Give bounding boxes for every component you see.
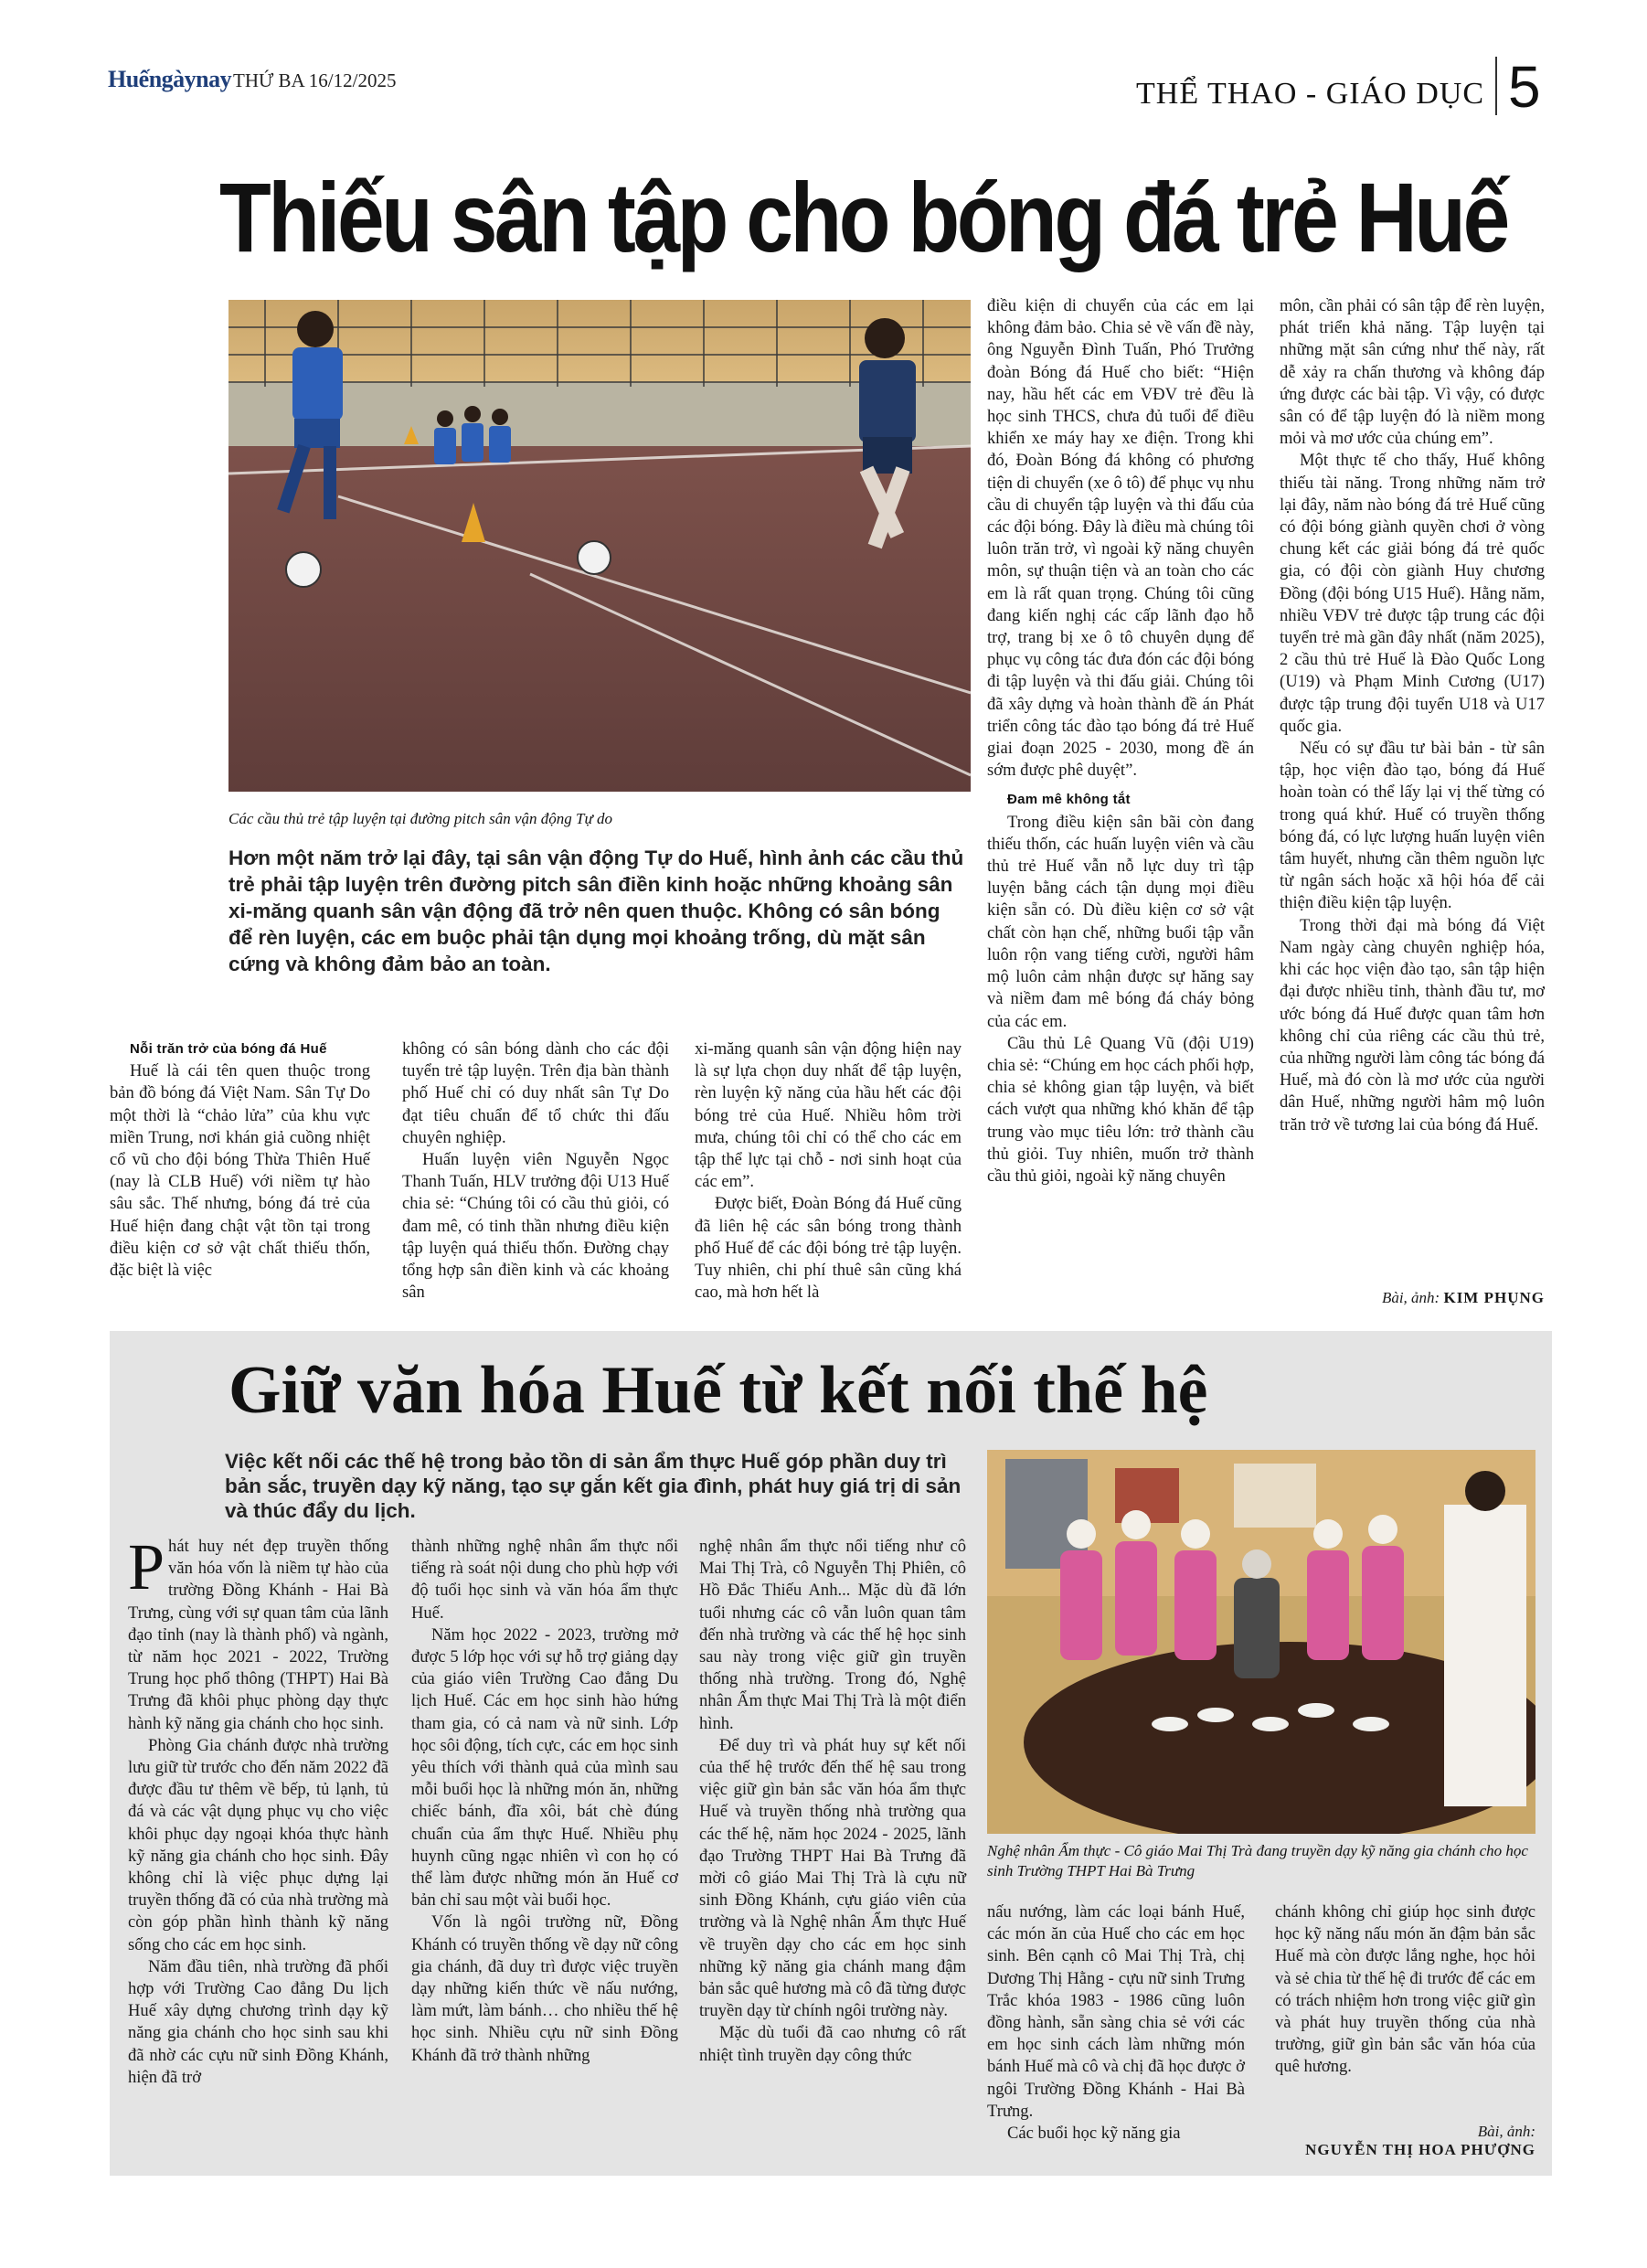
paragraph: Trong thời đại mà bóng đá Việt Nam ngày càng chuyên nghiệp hóa, khi các học viện đào tạo, sân tập hiện đại được nhiều tỉnh, thành đầu tư, mơ ước bóng đá Huế được quan tâm hơn không chỉ của riêng các cầu thủ trẻ, của những người làm công tác bóng đá Huế, mà đó còn là mơ ước của người dân Huế, những người hâm mộ luôn trăn trở về tương lai của bóng đá Huế. (1280, 915, 1545, 1134)
paragraph: Một thực tế cho thấy, Huế không thiếu tài năng. Trong những năm trở lại đây, năm nào bóng đá trẻ Huế cũng có đội bóng giành quyền chơi ở vòng chung kết các giải bóng đá trẻ quốc gia, có đội còn giành Huy chương Đồng (đội bóng U15 Huế). Hằng năm, nhiều VĐV trẻ được tập trung các đội tuyển trẻ mà gần đây nhất (năm 2025), 2 cầu thủ trẻ Huế là Đào Quốc Long (U19) và Phạm Minh Cương (U17) được tập trung đội tuyển U18 và U17 quốc gia. (1280, 451, 1545, 736)
article1-column-4 (987, 295, 1254, 1187)
article1-headline: Thiếu sân tập cho bóng đá trẻ Huế (219, 162, 1507, 272)
article2-headline: Giữ văn hóa Huế từ kết nối thế hệ (228, 1353, 1208, 1428)
paragraph: nghệ nhân ẩm thực nổi tiếng như cô Mai Thị Trà, cô Nguyễn Thị Phiên, cô Hồ Đắc Thiếu Anh... Mặc dù đã lớn tuổi nhưng các cô vẫn luôn quan tâm đến nhà trường và các thế hệ học sinh sau này trong việc giữ gìn truyền thống nhà trường. Trong đó, Nghệ nhân Ẩm thực Mai Thị Trà là một điển hình. (699, 1537, 966, 1733)
article2-photo-caption: Nghệ nhân Ẩm thực - Cô giáo Mai Thị Trà đang truyền dạy kỹ năng gia chánh cho học sinh Trường THPT Hai Bà Trưng (987, 1842, 1528, 1879)
paragraph: Nếu có sự đầu tư bài bản - từ sân tập, học viện đào tạo, bóng đá Huế hoàn toàn có thể lấy lại vị thế từng có trong quá khứ. Huế có truyền thống bóng đá, có lực lượng huấn luyện viên tâm huyết, nhưng cần thêm nguồn lực từ ngân sách hoặc xã hội hóa để cải thiện điều kiện tập luyện. (1280, 739, 1545, 913)
paragraph: Huế là cái tên quen thuộc trong bản đồ bóng đá Việt Nam. Sân Tự Do một thời là “chảo lửa” của khu vực miền Trung, nơi khán giả cuồng nhiệt cổ vũ cho đội bóng Thừa Thiên Huế (nay là CLB Huế) với niềm tự hào sâu sắc. Thế nhưng, bóng đá trẻ của Huế hiện đang chật vật tồn tại trong điều kiện cơ sở vật chất thiếu thốn, đặc biệt là việc (110, 1061, 370, 1281)
paragraph: thành những nghệ nhân ẩm thực nổi tiếng rà soát nội dung cho phù hợp với độ tuổi học sinh và văn hóa ẩm thực Huế. (411, 1537, 678, 1623)
article1-column-1 (110, 1038, 370, 1282)
article2-column-3 (699, 1536, 966, 2067)
article1-column-2 (402, 1038, 669, 1304)
paragraph: Huấn luyện viên Nguyễn Ngọc Thanh Tuấn, HLV trưởng đội U13 Huế chia sẻ: “Chúng tôi có cầu thủ giỏi, có đam mê, có tinh thần nhưng điều kiện tập luyện quá thiếu thốn. Đường chạy tổng hợp sân điền kinh và các khoảng sân (402, 1150, 669, 1303)
page-number: 5 (1508, 54, 1541, 120)
paragraph-text: hát huy nét đẹp truyền thống văn hóa vốn là niềm tự hào của trường Đồng Khánh - Hai Bà Trưng, cùng với sự quan tâm của lãnh đạo tỉnh (nay là thành phố) và ngành, từ năm học 2021 - 2022, Trường Trung học phổ thông (THPT) Hai Bà Trưng đã khôi phục phòng dạy thực hành kỹ năng gia chánh cho học sinh. (128, 1537, 388, 1733)
drop-cap: P (128, 1530, 165, 1603)
header-divider (1495, 57, 1497, 115)
byline-author: KIM PHỤNG (1443, 1289, 1545, 1306)
byline-label: Bài, ảnh: (1381, 1289, 1440, 1306)
paragraph (128, 1530, 388, 1735)
article1-column-3 (695, 1038, 962, 1304)
paragraph: Năm đầu tiên, nhà trường đã phối hợp với Trường Cao đẳng Du lịch Huế xây dựng chương trình dạy kỹ năng gia chánh cho học sinh sau khi đã nhờ các cựu nữ sinh Đồng Khánh, hiện đã trở (128, 1956, 388, 2087)
paragraph: Các buổi học kỹ năng gia (1007, 2124, 1181, 2144)
paragraph: Phòng Gia chánh được nhà trường lưu giữ từ trước cho đến năm 2022 đã được đầu tư thêm về bếp, tủ lạnh, tủ đá và các vật dụng phục vụ cho việc khôi phục dạy ngoại khóa thực hành kỹ năng gia chánh cho học sinh. Đây không chỉ là việc phục dựng lại truyền thống đã có của nhà trường mà còn góp phần hình thành kỹ năng sống cho các em học sinh. (128, 1735, 388, 1954)
byline-label: Bài, ảnh: (1477, 2123, 1535, 2140)
paragraph: Vốn là ngôi trường nữ, Đồng Khánh có truyền thống về dạy nữ công gia chánh, đã duy trì được việc truyền dạy những kiến thức về nấu nướng, làm mứt, làm bánh… cho nhiều thế hệ học sinh. Nhiều cựu nữ sinh Đồng Khánh đã trở thành những (411, 1912, 678, 2065)
article1-byline (1280, 1289, 1545, 1307)
paragraph: Được biết, Đoàn Bóng đá Huế cũng đã liên hệ các sân bóng trong thành phố Huế để các đội bóng trẻ tập luyện. Tuy nhiên, chi phí thuê sân cũng khá cao, mà hơn hết là (695, 1194, 962, 1303)
issue-date: THỨ BA 16/12/2025 (233, 69, 397, 91)
cooking-class-photo (987, 1450, 1535, 1834)
football-training-photo (228, 300, 971, 792)
paragraph: nấu nướng, làm các loại bánh Huế, các món ăn của Huế cho các em học sinh. Bên cạnh cô Mai Thị Trà, chị Dương Thị Hằng - cựu nữ sinh Trưng Trắc khóa 1983 - 1986 cũng luôn đồng hành, sẵn sàng chia sẻ với các em học sinh cách làm những món bánh Huế mà cô và chị đã học được ở ngôi Trường Đồng Khánh - Hai Bà Trưng. (987, 1902, 1245, 2121)
article1-column-5 (1280, 295, 1545, 1136)
article1-lead: Hơn một năm trở lại đây, tại sân vận động Tự do Huế, hình ảnh các cầu thủ trẻ phải tập luyện trên đường pitch sân điền kinh hoặc những khoảng sân xi-măng quanh sân vận động đã trở nên quen thuộc. Không có sân bóng để rèn luyện, các em buộc phải tận dụng mọi khoảng trống, dù mặt sân cứng và không đảm bảo an toàn. (228, 847, 964, 975)
paragraph: Cầu thủ Lê Quang Vũ (đội U19) chia sẻ: “Chúng em học cách phối hợp, chia sẻ không gian tập luyện, và biết cách vượt qua những khó khăn để tập trung vào mục tiêu lớn: trở thành cầu thủ giỏi. Tuy nhiên, muốn trở thành cầu thủ giỏi, ngoài kỹ năng chuyên (987, 1033, 1254, 1186)
paragraph: môn, cần phải có sân tập để rèn luyện, phát triển khả năng. Tập luyện tại những mặt sân cứng như thế này, rất dễ xảy ra chấn thương và không đáp ứng được các bài tập. Vì vậy, có được sân có để tập luyện đó là niềm mong mỏi và mơ ước của chúng em”. (1280, 296, 1545, 449)
paragraph: không có sân bóng dành cho các đội tuyển trẻ tập luyện. Trên địa bàn thành phố Huế chỉ có duy nhất sân Tự Do đạt tiêu chuẩn để tổ chức thi đấu chuyên nghiệp. (402, 1039, 669, 1147)
subhead-hue-football-concerns: Nỗi trăn trở của bóng đá Huế (130, 1041, 327, 1057)
byline-author: NGUYỄN THỊ HOA PHƯỢNG (1305, 2141, 1535, 2158)
article2-column-2 (411, 1536, 678, 2067)
article2-column-1 (128, 1530, 388, 2089)
paragraph: Năm học 2022 - 2023, trường mở được 5 lớp học với sự hỗ trợ giảng dạy của giáo viên Trường Cao đẳng Du lịch Huế. Các em học sinh hào hứng tham gia, có cả nam và nữ sinh. Lớp học sôi động, tích cực, các em học sinh yêu thích với thành quả của mình sau mỗi buổi học là những món ăn, những chiếc bánh, đĩa xôi, bát chè đúng chuẩn của ẩm thực Huế. Nhiều phụ huynh cũng ngạc nhiên vì con họ có thể làm được những món ăn Huế cơ bản chỉ sau một vài buổi học. (411, 1624, 678, 1911)
newspaper-logo: Huếngàynay (108, 66, 232, 92)
article2-byline (1275, 2123, 1535, 2159)
paragraph: điều kiện di chuyển của các em lại không đảm bảo. Chia sẻ về vấn đề này, ông Nguyễn Đình Tuấn, Phó Trưởng đoàn Bóng đá Huế cho biết: “Hiện nay, hầu hết các em VĐV trẻ đều là học sinh THCS, chưa đủ tuổi để điều khiển xe máy hay xe điện. Trong khi đó, Đoàn Bóng đá không có phương tiện di chuyển (xe ô tô) để phục vụ nhu cầu di chuyển tập luyện và thi đấu của các đội bóng. Đây là điều mà chúng tôi luôn trăn trở, vì ngoài kỹ năng chuyên môn, sự thuận tiện và an toàn cho các em là rất quan trọng. Chúng tôi cũng đang kiến nghị các cấp lãnh đạo hỗ trợ, trang bị xe ô tô chuyên dụng để phục vụ công tác đưa đón các đội bóng đi tập luyện và thi đấu giải. Chúng tôi đã xây dựng và hoàn thành đề án Phát triển công tác đào tạo bóng đá trẻ Huế giai đoạn 2025 - 2030, mong đề án sớm được phê duyệt”. (987, 296, 1254, 781)
article2-column-4 (987, 1901, 1245, 2145)
paragraph: Để duy trì và phát huy sự kết nối của thế hệ trước đến thế hệ sau trong việc giữ gìn bản sắc văn hóa ẩm thực Huế và truyền thống nhà trường qua các thế hệ, năm học 2024 - 2025, lãnh đạo Trường THPT Hai Bà Trưng đã mời cô giáo Mai Thị Trà là cựu nữ sinh Đồng Khánh, cựu giáo viên của trường và là Nghệ nhân Ẩm thực Huế về truyền dạy cho các em học sinh những kỹ năng gia chánh mang đậm bản sắc quê hương mà cô đã từng được truyền dạy từ chính ngôi trường này. (699, 1735, 966, 2021)
article1-photo-caption: Các cầu thủ trẻ tập luyện tại đường pitch sân vận động Tự do (228, 810, 612, 827)
paragraph: chánh không chỉ giúp học sinh được học kỹ năng nấu món ăn đậm bản sắc Huế mà còn được lắng nghe, học hỏi và sẻ chia từ thế hệ đi trước để các em có trách nhiệm hơn trong việc giữ gìn và phát huy truyền thống của nhà trường, giữ gìn bản sắc văn hóa của quê hương. (1275, 1902, 1536, 2077)
article2-column-5 (1275, 1901, 1535, 2079)
article2-lead: Việc kết nối các thế hệ trong bảo tồn di sản ẩm thực Huế góp phần duy trì bản sắc, truyền dạy kỹ năng, tạo sự gắn kết gia đình, phát huy giá trị di sản và thúc đẩy du lịch. (225, 1450, 962, 1522)
paragraph: Trong điều kiện sân bãi còn đang thiếu thốn, các huấn luyện viên và cầu thủ trẻ Huế vẫn nỗ lực duy trì tập luyện bằng cách tận dụng mọi điều kiện sẵn có. Dù điều kiện cơ sở vật chất còn hạn chế, những buổi tập vẫn luôn rộn vang tiếng cười, người hâm mộ luôn cảm nhận được sự hăng say và niềm đam mê bóng đá cháy bỏng của các em. (987, 812, 1254, 1031)
section-title: THỂ THAO - GIÁO DỤC (1136, 77, 1484, 111)
paragraph: Mặc dù tuổi đã cao nhưng cô rất nhiệt tình truyền dạy công thức (699, 2023, 966, 2065)
paragraph: xi-măng quanh sân vận động hiện nay là sự lựa chọn duy nhất để tập luyện, rèn luyện kỹ năng của hầu hết các đội bóng trẻ của Huế. Nhiều hôm trời mưa, chúng tôi chỉ có thể cho các em tập thể lực tại chỗ - nơi sinh hoạt của các em”. (695, 1039, 962, 1192)
subhead-passion: Đam mê không tắt (1007, 792, 1131, 808)
